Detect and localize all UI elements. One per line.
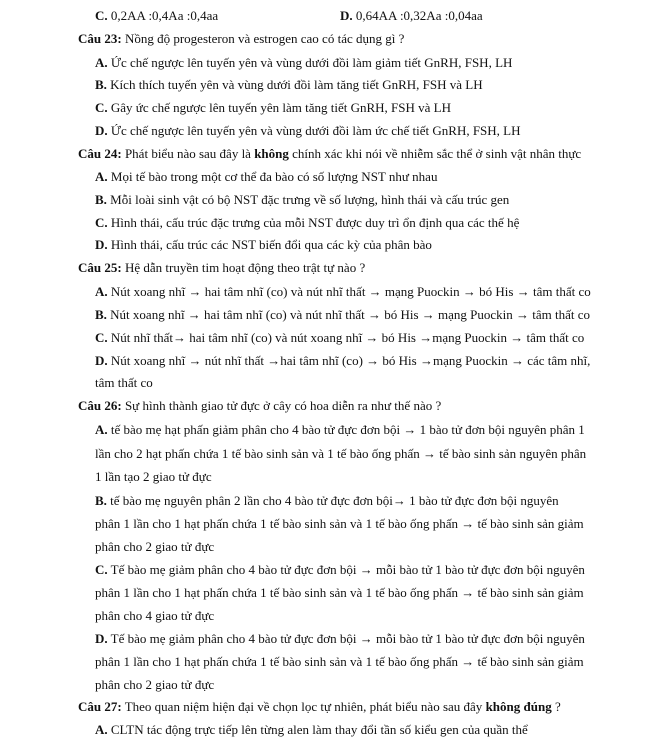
prev-option-d — [340, 8, 483, 24]
q24-option-b — [95, 192, 509, 208]
option-text: Tế bào mẹ giảm phân cho 4 bào tử đực đơn bội → mỗi bào tử 1 bào tử đực đơn bội nguyên — [110, 562, 585, 577]
prev-option-c — [95, 8, 218, 24]
option-text: Hình thái, cấu trúc đặc trưng của mỗi NST được duy trì ổn định qua các thế hệ — [110, 215, 520, 230]
option-text: 0,2AA :0,4Aa :0,4aa — [107, 8, 219, 23]
option-letter: D. — [95, 123, 108, 138]
option-letter: C. — [95, 100, 108, 115]
q23-option-d — [95, 123, 521, 139]
option-letter: D. — [95, 353, 108, 368]
q23-option-a — [95, 55, 512, 71]
option-text: Tế bào mẹ giảm phân cho 4 bào tử đực đơn bội → mỗi bào tử 1 bào tử đực đơn bội nguyên — [110, 631, 585, 646]
option-text: tế bào mẹ hạt phấn giảm phân cho 4 bào tử đực đơn bội → 1 bào tử đơn bội nguyên phân 1 — [110, 422, 585, 437]
question-label: Câu 25: — [78, 260, 122, 275]
question-text: Phát biểu nào sau đây là — [121, 146, 255, 161]
q26-option-d — [95, 631, 585, 647]
q26-option-c-cont — [95, 608, 214, 624]
question-text: Hệ dẫn truyền tim hoạt động theo trật tự nào ? — [121, 260, 366, 275]
q26-option-b-cont — [95, 516, 584, 532]
option-text: Mỗi loài sinh vật có bộ NST đặc trưng về số lượng, hình thái và cấu trúc gen — [110, 192, 510, 207]
question-text: ? — [551, 699, 561, 714]
option-letter: C. — [95, 8, 108, 23]
question-label: Câu 24: — [78, 146, 122, 161]
option-text: phân cho 2 giao tử đực — [95, 677, 215, 692]
question-emphasis: không đúng — [485, 699, 552, 714]
q25-option-a — [95, 284, 591, 300]
option-letter: D. — [95, 237, 108, 252]
question-label: Câu 23: — [78, 31, 122, 46]
question-emphasis: không — [254, 146, 289, 161]
q25-option-d — [95, 353, 590, 369]
option-letter: A. — [95, 422, 108, 437]
option-letter: C. — [95, 330, 108, 345]
q24-option-c — [95, 215, 519, 231]
option-letter: A. — [95, 722, 108, 737]
question-text: Nồng độ progesteron và estrogen cao có tác dụng gì ? — [121, 31, 405, 46]
question-27 — [78, 699, 561, 715]
q24-option-d — [95, 237, 432, 253]
option-letter: B. — [95, 307, 107, 322]
question-text: Sự hình thành giao tử đực ở cây có hoa diễn ra như thế nào ? — [121, 398, 442, 413]
option-text: tâm thất co — [95, 375, 153, 390]
option-text: Kích thích tuyến yên và vùng dưới đồi làm tăng tiết GnRH, FSH và LH — [110, 77, 483, 92]
q25-option-c — [95, 330, 584, 346]
question-text: Theo quan niệm hiện đại về chọn lọc tự nhiên, phát biểu nào sau đây — [121, 699, 486, 714]
q26-option-a-cont — [95, 469, 212, 485]
option-text: 0,64AA :0,32Aa :0,04aa — [352, 8, 483, 23]
q26-option-b — [95, 493, 559, 509]
q24-option-a — [95, 169, 437, 185]
q23-option-c — [95, 100, 451, 116]
q25-option-d-cont — [95, 375, 153, 391]
option-text: CLTN tác động trực tiếp lên từng alen làm thay đổi tần số kiểu gen của quần thể — [110, 722, 528, 737]
q27-option-a — [95, 722, 528, 738]
option-text: Gây ức chế ngược lên tuyến yên làm tăng tiết GnRH, FSH và LH — [110, 100, 452, 115]
question-26 — [78, 398, 441, 414]
q26-option-a — [95, 422, 585, 438]
q26-option-b-cont — [95, 539, 214, 555]
q26-option-d-cont — [95, 677, 214, 693]
question-24 — [78, 146, 581, 162]
question-label: Câu 26: — [78, 398, 122, 413]
option-text: Ức chế ngược lên tuyến yên và vùng dưới đồi làm giảm tiết GnRH, FSH, LH — [110, 55, 513, 70]
option-letter: D. — [95, 631, 108, 646]
question-23 — [78, 31, 404, 47]
option-letter: B. — [95, 493, 107, 508]
option-text: Ức chế ngược lên tuyến yên và vùng dưới đồi làm ức chế tiết GnRH, FSH, LH — [110, 123, 521, 138]
option-letter: D. — [340, 8, 353, 23]
option-text: phân cho 4 giao tử đực — [95, 608, 215, 623]
option-letter: C. — [95, 215, 108, 230]
option-text: phân 1 lần cho 1 hạt phấn chứa 1 tế bào sinh sản và 1 tế bào ống phấn → tế bào sinh sản giảm — [95, 585, 584, 600]
q26-option-c-cont — [95, 585, 584, 601]
option-text: tế bào mẹ nguyên phân 2 lần cho 4 bào tử đực đơn bội→ 1 bào tử đực đơn bội nguyên — [110, 493, 559, 508]
option-text: Hình thái, cấu trúc các NST biến đổi qua các kỳ của phân bào — [110, 237, 432, 252]
option-letter: C. — [95, 562, 108, 577]
option-text: Nút xoang nhĩ → nút nhĩ thất →hai tâm nhĩ (co) → bó His →mạng Puockin → các tâm nhĩ, — [110, 353, 591, 368]
option-text: Nút nhĩ thất→ hai tâm nhĩ (co) và nút xoang nhĩ → bó His →mạng Puockin → tâm thất co — [110, 330, 585, 345]
option-text: Nút xoang nhĩ → hai tâm nhĩ (co) và nút nhĩ thất → mạng Puockin → bó His → tâm thất co — [110, 284, 591, 299]
question-25 — [78, 260, 365, 276]
option-text: lần cho 2 hạt phấn chứa 1 tế bào sinh sản và 1 tế bào ống phấn → tế bào sinh sản nguyên phân — [95, 446, 587, 461]
q23-option-b — [95, 77, 483, 93]
option-text: phân cho 2 giao tử đực — [95, 539, 215, 554]
option-text: 1 lần tạo 2 giao tử đực — [95, 469, 212, 484]
question-label: Câu 27: — [78, 699, 122, 714]
option-letter: B. — [95, 77, 107, 92]
option-letter: B. — [95, 192, 107, 207]
question-text: chính xác khi nói về nhiễm sắc thể ở sinh vật nhân thực — [288, 146, 582, 161]
option-text: Mọi tế bào trong một cơ thể đa bào có số lượng NST như nhau — [110, 169, 438, 184]
option-text: Nút xoang nhĩ → hai tâm nhĩ (co) và nút nhĩ thất → bó His → mạng Puockin → tâm thất co — [110, 307, 591, 322]
option-text: phân 1 lần cho 1 hạt phấn chứa 1 tế bào sinh sản và 1 tế bào ống phấn → tế bào sinh sản giảm — [95, 516, 584, 531]
option-letter: A. — [95, 55, 108, 70]
option-letter: A. — [95, 284, 108, 299]
q26-option-a-cont — [95, 446, 586, 462]
option-letter: A. — [95, 169, 108, 184]
option-text: phân 1 lần cho 1 hạt phấn chứa 1 tế bào sinh sản và 1 tế bào ống phấn → tế bào sinh sản giảm — [95, 654, 584, 669]
q26-option-d-cont — [95, 654, 584, 670]
q26-option-c — [95, 562, 585, 578]
q25-option-b — [95, 307, 590, 323]
